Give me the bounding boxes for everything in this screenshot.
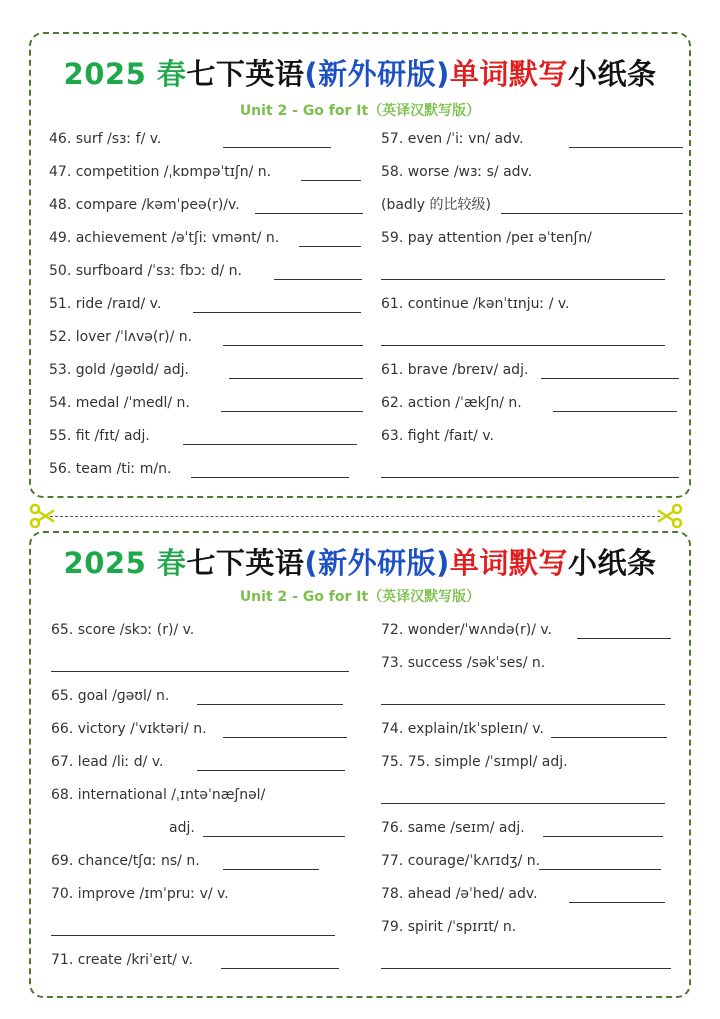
answer-blank[interactable] bbox=[51, 671, 349, 672]
word-item-63: 63. fight /faɪt/ v. bbox=[381, 428, 494, 444]
dictation-card-2 bbox=[29, 531, 691, 998]
answer-blank[interactable] bbox=[381, 345, 665, 346]
title-edition: (新外研版) bbox=[304, 57, 450, 91]
answer-blank[interactable] bbox=[543, 836, 663, 837]
answer-blank[interactable] bbox=[221, 968, 339, 969]
answer-blank[interactable] bbox=[197, 704, 343, 705]
word-item-68: 68. international /ˌɪntəˈnæʃnəl/ bbox=[51, 787, 266, 803]
word-item-61-continue: 61. continue /kənˈtɪnjuː / v. bbox=[381, 296, 570, 312]
word-item-57: 57. even /ˈiː vn/ adv. bbox=[381, 131, 524, 147]
word-item-59: 59. pay attention /peɪ əˈtenʃn/ bbox=[381, 230, 592, 246]
word-item-77: 77. courage/ˈkʌrɪdʒ/ n. bbox=[381, 853, 541, 869]
word-item-75: 75. 75. simple /ˈsɪmpl/ adj. bbox=[381, 754, 568, 770]
answer-blank[interactable] bbox=[229, 378, 363, 379]
answer-blank[interactable] bbox=[299, 246, 361, 247]
answer-blank[interactable] bbox=[203, 836, 345, 837]
answer-blank[interactable] bbox=[223, 869, 319, 870]
word-item-54: 54. medal /ˈmedl/ n. bbox=[49, 395, 190, 411]
title-season: 春 bbox=[156, 57, 187, 91]
card-title bbox=[31, 541, 689, 582]
word-item-58-note: (badly 的比较级) bbox=[381, 197, 491, 213]
answer-blank[interactable] bbox=[197, 770, 345, 771]
answer-blank[interactable] bbox=[381, 704, 665, 705]
card-title bbox=[31, 52, 689, 93]
title-task: 单词默写 bbox=[449, 57, 568, 91]
word-item-50: 50. surfboard /ˈsɜː fbɔː d/ n. bbox=[49, 263, 242, 279]
answer-blank[interactable] bbox=[274, 279, 362, 280]
answer-blank[interactable] bbox=[255, 213, 363, 214]
title-edition: (新外研版) bbox=[304, 546, 450, 580]
answer-blank[interactable] bbox=[221, 411, 363, 412]
answer-blank[interactable] bbox=[551, 737, 667, 738]
answer-blank[interactable] bbox=[539, 869, 661, 870]
answer-blank[interactable] bbox=[381, 477, 679, 478]
answer-blank[interactable] bbox=[577, 638, 671, 639]
word-item-78: 78. ahead /əˈhed/ adv. bbox=[381, 886, 538, 902]
answer-blank[interactable] bbox=[381, 279, 665, 280]
title-grade: 七下英语 bbox=[186, 546, 305, 580]
word-item-73: 73. success /səkˈses/ n. bbox=[381, 655, 546, 671]
card-subtitle: Unit 2 - Go for It（英译汉默写版） bbox=[239, 103, 481, 119]
word-item-76: 76. same /seɪm/ adj. bbox=[381, 820, 525, 836]
word-item-55: 55. fit /fɪt/ adj. bbox=[49, 428, 150, 444]
word-item-52: 52. lover /ˈlʌvə(r)/ n. bbox=[49, 329, 193, 345]
answer-blank[interactable] bbox=[193, 312, 361, 313]
answer-blank[interactable] bbox=[541, 378, 679, 379]
word-item-53: 53. gold /ɡəʊld/ adj. bbox=[49, 362, 190, 378]
answer-blank[interactable] bbox=[501, 213, 683, 214]
word-item-47: 47. competition /ˌkɒmpəˈtɪʃn/ n. bbox=[49, 164, 272, 180]
answer-blank[interactable] bbox=[51, 935, 335, 936]
answer-blank[interactable] bbox=[183, 444, 357, 445]
word-item-66: 66. victory /ˈvɪktəri/ n. bbox=[51, 721, 207, 737]
word-item-74: 74. explain/ɪkˈspleɪn/ v. bbox=[381, 721, 544, 737]
word-item-49: 49. achievement /əˈtʃiː vmənt/ n. bbox=[49, 230, 280, 246]
word-item-70: 70. improve /ɪmˈpruː v/ v. bbox=[51, 886, 229, 902]
title-grade: 七下英语 bbox=[186, 57, 305, 91]
word-item-46: 46. surf /sɜː f/ v. bbox=[49, 131, 162, 147]
word-item-51: 51. ride /raɪd/ v. bbox=[49, 296, 162, 312]
title-task: 单词默写 bbox=[449, 546, 568, 580]
word-item-79: 79. spirit /ˈspɪrɪt/ n. bbox=[381, 919, 517, 935]
word-item-48: 48. compare /kəmˈpeə(r)/v. bbox=[49, 197, 240, 213]
answer-blank[interactable] bbox=[223, 345, 363, 346]
word-item-69: 69. chance/tʃɑː ns/ n. bbox=[51, 853, 200, 869]
answer-blank[interactable] bbox=[191, 477, 349, 478]
word-item-71: 71. create /kriˈeɪt/ v. bbox=[51, 952, 194, 968]
scissors-icon bbox=[29, 503, 55, 529]
word-item-62: 62. action /ˈækʃn/ n. bbox=[381, 395, 522, 411]
word-item-72: 72. wonder/ˈwʌndə(r)/ v. bbox=[381, 622, 553, 638]
answer-blank[interactable] bbox=[223, 147, 331, 148]
dictation-card-1 bbox=[29, 32, 691, 498]
word-item-67: 67. lead /liː d/ v. bbox=[51, 754, 164, 770]
title-year: 2025 bbox=[63, 546, 147, 580]
title-type: 小纸条 bbox=[567, 57, 657, 91]
word-item-68-pos: adj. bbox=[169, 820, 195, 836]
title-type: 小纸条 bbox=[567, 546, 657, 580]
word-item-65-score: 65. score /skɔː (r)/ v. bbox=[51, 622, 195, 638]
word-item-65-goal: 65. goal /ɡəʊl/ n. bbox=[51, 688, 170, 704]
scissors-icon bbox=[657, 503, 683, 529]
answer-blank[interactable] bbox=[381, 803, 665, 804]
card-subtitle: Unit 2 - Go for It（英译汉默写版） bbox=[239, 589, 481, 605]
answer-blank[interactable] bbox=[301, 180, 361, 181]
word-item-56: 56. team /tiː m/n. bbox=[49, 461, 172, 477]
answer-blank[interactable] bbox=[223, 737, 347, 738]
word-item-58: 58. worse /wɜː s/ adv. bbox=[381, 164, 533, 180]
title-year: 2025 bbox=[63, 57, 147, 91]
answer-blank[interactable] bbox=[553, 411, 677, 412]
cut-line bbox=[50, 516, 660, 517]
answer-blank[interactable] bbox=[569, 902, 665, 903]
title-season: 春 bbox=[156, 546, 187, 580]
word-item-61-brave: 61. brave /breɪv/ adj. bbox=[381, 362, 529, 378]
answer-blank[interactable] bbox=[381, 968, 671, 969]
answer-blank[interactable] bbox=[569, 147, 683, 148]
